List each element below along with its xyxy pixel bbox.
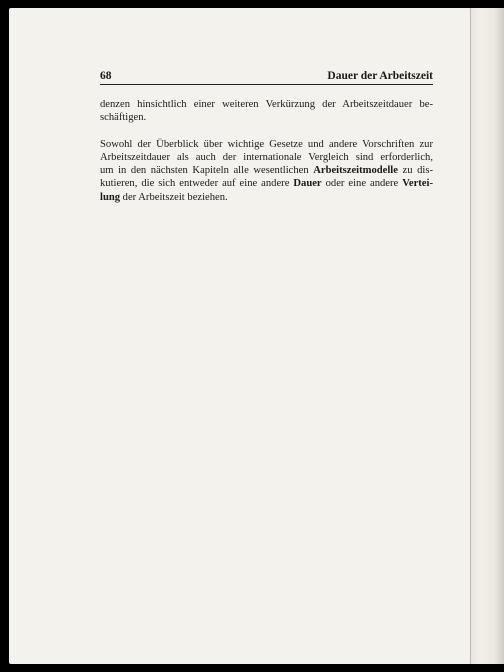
paragraph (100, 98, 433, 125)
text-line: schäftigen. (100, 112, 147, 124)
header-rule (100, 84, 433, 85)
bold-term: Dauer (293, 178, 322, 190)
text-line: Sowohl der Überblick über wichtige Gesetze und andere Vorschriften zur (100, 138, 433, 150)
text-run: der Arbeitszeit beziehen. (120, 191, 228, 203)
text-run: oder eine andere (321, 178, 403, 190)
text-line (100, 177, 433, 190)
paragraph (100, 138, 433, 204)
text-line (100, 164, 433, 177)
page-edge (471, 8, 504, 664)
bold-term: Arbeitszeitmodelle (313, 165, 398, 177)
text-run: um in den nächsten Kapiteln alle wesentlichen (100, 165, 314, 177)
bold-term: lung (100, 191, 121, 203)
body-text (100, 98, 433, 217)
text-line: Arbeitszeitdauer als auch der internationale Vergleich sind erforderlich, (100, 151, 433, 163)
text-run: zu dis- (397, 165, 434, 177)
text-line: denzen hinsichtlich einer weiteren Verkürzung der Arbeitszeitdauer be- (100, 99, 433, 110)
text-run: kutieren, die sich entweder auf eine andere (100, 178, 294, 190)
page-number: 68 (100, 70, 112, 82)
text-line (100, 191, 433, 204)
bold-term: Vertei- (402, 178, 433, 190)
running-title: Dauer der Arbeitszeit (327, 70, 433, 82)
